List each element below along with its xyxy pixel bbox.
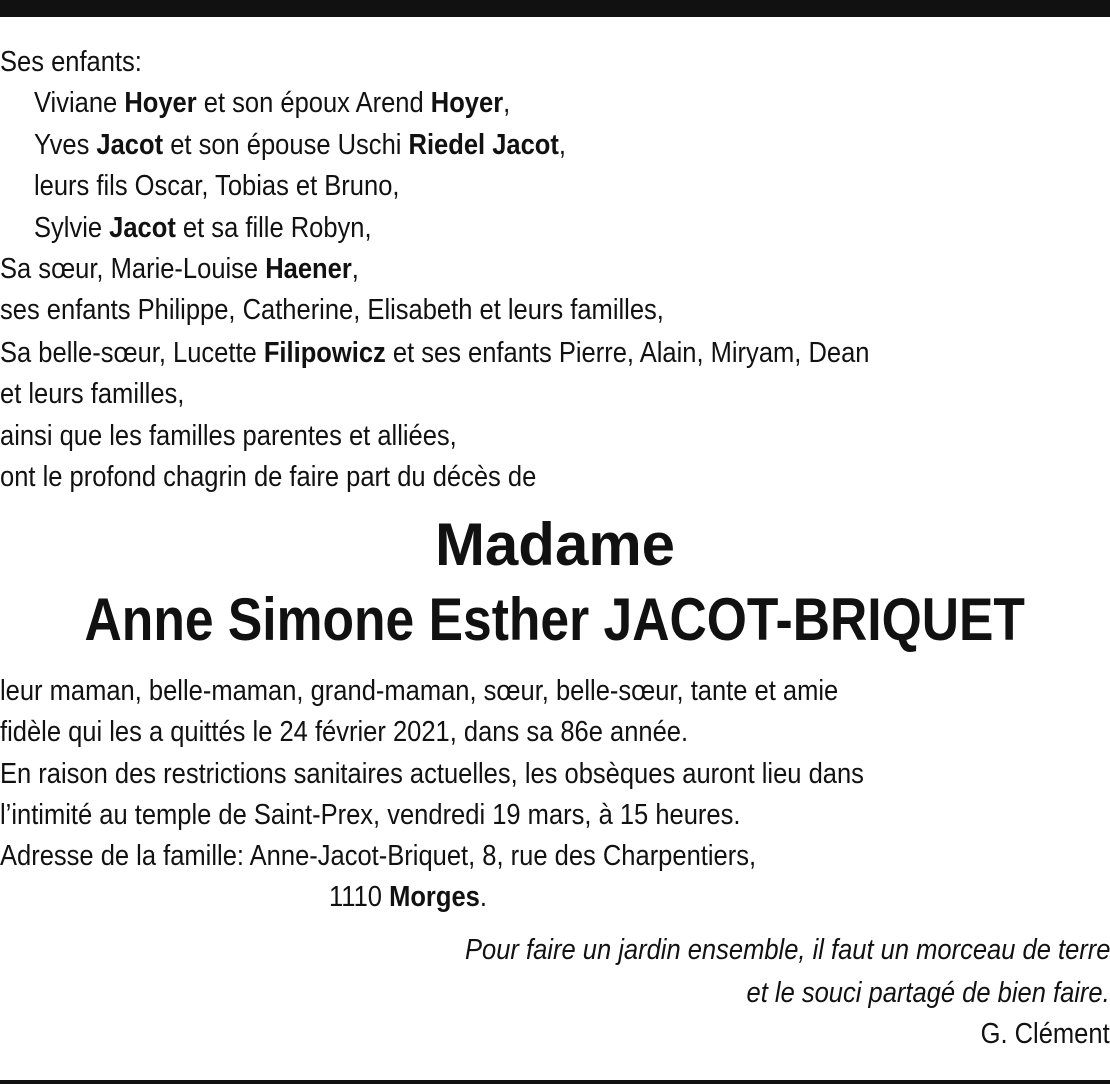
postal-line: 1110 Morges. <box>329 881 487 913</box>
sister-children-line: ses enfants Philippe, Catherine, Elisabeth et leurs familles, <box>0 294 664 326</box>
grandsons-line: leurs fils Oscar, Tobias et Bruno, <box>34 170 400 202</box>
quote-line-1: Pour faire un jardin ensemble, il faut un morceau de terre <box>464 934 1110 966</box>
announcement-line: ont le profond chagrin de faire part du décès de <box>0 461 537 493</box>
ceremony-line: En raison des restrictions sanitaires actuelles, les obsèques auront lieu dans <box>0 758 864 790</box>
sister-in-law-line: Sa belle-sœur, Lucette Filipowicz et ses enfants Pierre, Alain, Miryam, Dean <box>0 337 870 369</box>
sister-line: Sa sœur, Marie-Louise Haener, <box>0 253 359 285</box>
quote-line-2: et le souci partagé de bien faire. <box>746 977 1110 1009</box>
sister-in-law-cont-line: et leurs familles, <box>0 378 185 410</box>
child-yves: Yves Jacot et son épouse Uschi Riedel Jacot, <box>34 129 566 161</box>
relation-line: leur maman, belle-maman, grand-maman, sœur, belle-sœur, tante et amie <box>0 675 839 707</box>
date-line: fidèle qui les a quittés le 24 février 2021, dans sa 86e année. <box>0 716 689 748</box>
deceased-name: Anne Simone Esther JACOT-BRIQUET <box>84 586 1026 653</box>
relatives-line: ainsi que les familles parentes et alliées, <box>0 420 457 452</box>
quote-author: G. Clément <box>980 1018 1110 1050</box>
bottom-rule <box>0 1080 1110 1084</box>
child-viviane: Viviane Hoyer et son époux Arend Hoyer, <box>34 87 511 119</box>
children-heading: Ses enfants: <box>0 46 142 78</box>
family-address-line: Adresse de la famille: Anne-Jacot-Briquet, 8, rue des Charpentiers, <box>0 840 757 872</box>
ceremony-place-line: l’intimité au temple de Saint-Prex, vendredi 19 mars, à 15 heures. <box>0 799 741 831</box>
deceased-title: Madame <box>434 511 676 578</box>
child-sylvie: Sylvie Jacot et sa fille Robyn, <box>34 212 372 244</box>
top-rule <box>0 0 1110 17</box>
